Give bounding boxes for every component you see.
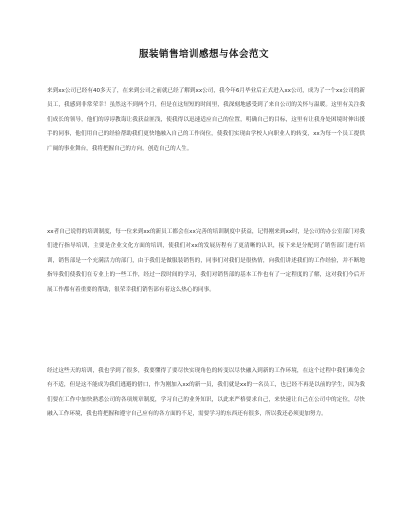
body-paragraph-3: 经过这些天的培训，我也学到了很多，我要懂得了要尽快实现角色的转变以尽快融入到新的工作环境，在这个过程中我们难免会有不适，但是这不能成为我们逃避的借口，作为刚加入xx的新一员，我们就是xx的一名员工，也已经不再是以前的学生，因为我们要在工作中加快熟悉公司的各项规章制度，学习自己的业务知识，以此来严格要求自己，来快速让自己在公司中的定位，尽快融入工作环境，我也将把握和遵守自己应有的各方面的不足，需要学习的东西还有很多，所以我还必须更加努力。: [47, 368, 365, 418]
document-title: 服装销售培训感想与体会范文: [138, 49, 269, 60]
body-paragraph-2: xx者自己说得的培训制度，每一位来到xx的新员工都会在xx完善的培训制度中获益，记得刚来到xx时，是公司的办公室部门对我们进行指导培训，主要是企业文化方面的培训，使我们对xx的发展历程有了更清晰的认识，接下来是分配到了销售部门进行培训，销售部是一个充满活力的部门，由于我们是做服装销售的，同事们对我们是很热情，向我们讲述我们的工作经验，并不断地指导我们使我们在专业上的一些工作，经过一段时间的学习，我们对销售部的基本工作也有了一定程度的了解，这对我们今后开展工作都有着重要的帮助，很荣幸我们销售部有着这么热心的同事。: [47, 229, 365, 293]
body-paragraph-1: 来到xx公司已经有40多天了，在来到公司之前就已经了解到xx公司，我今年6月毕业后正式进入xx公司，成为了一个xx公司的新员工，我感到非常荣幸！虽然这不到两个月，但是在这短短的时间里，我深刻地感受到了来自公司的关怀与温暖。这里有关注我们成长的领导，他们的谆谆教诲让我获益匪浅，使我得以迅速适应自己的位置，明确自己的目标，这里有让我身处困境时伸出援手的同事，他们用自己的经验帮助我们更快地融入自己的工作岗位，使我们实现由学校人向职业人的转变，xx为每一个员工提供广阔的事业舞台，我将把握自己的方向，创造自己的人生。: [47, 88, 365, 152]
